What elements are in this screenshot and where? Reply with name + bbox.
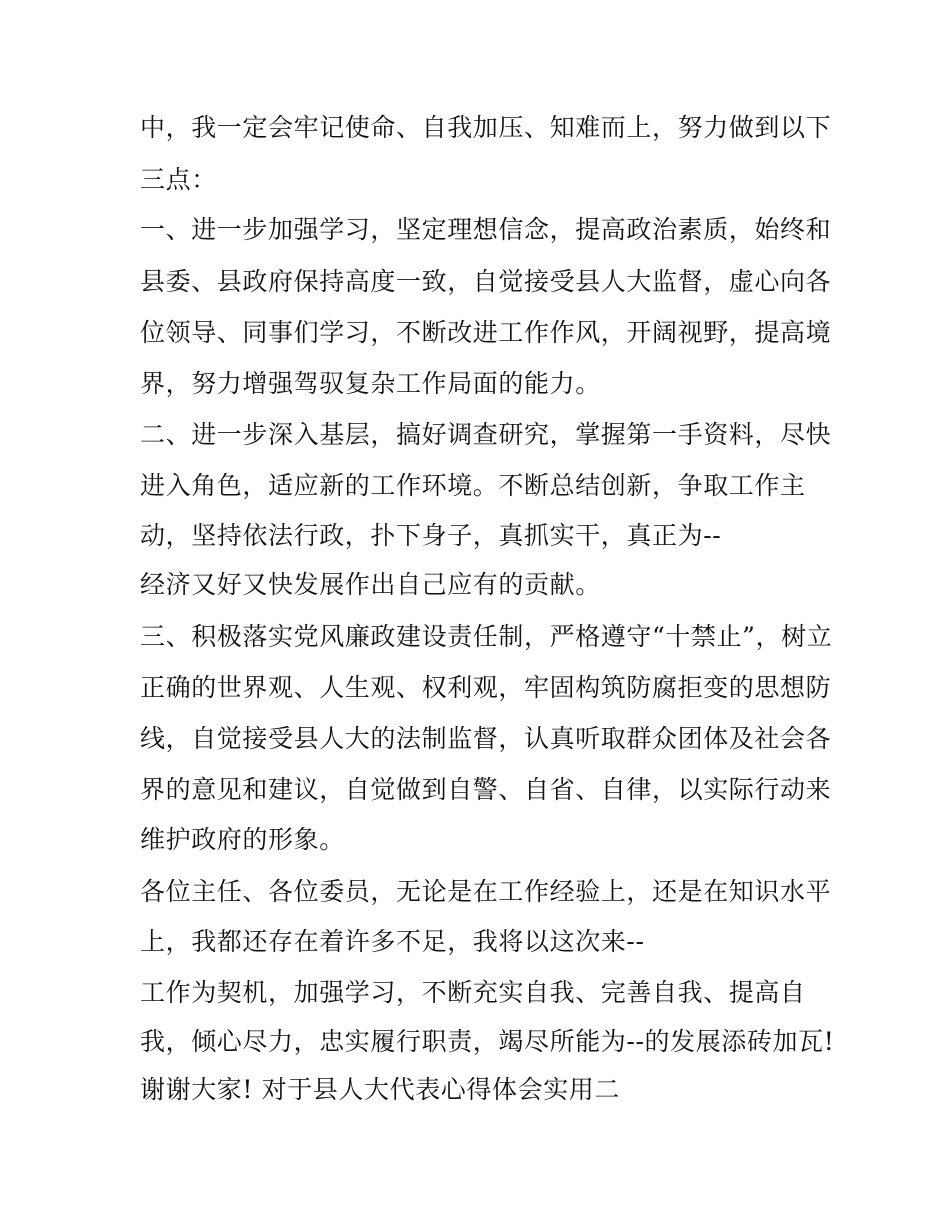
text-line: 三、积极落实党风廉政建设责任制，严格遵守“十禁止”，树立 <box>140 622 833 651</box>
text-line: 工作为契机，加强学习，不断充实自我、完善自我、提高自 <box>140 978 806 1007</box>
text-line: 三点： <box>140 165 217 194</box>
text-line: 正确的世界观、人生观、权利观，牢固构筑防腐拒变的思想防 <box>140 673 832 702</box>
text-line: 动，坚持依法行政，扑下身子，真抓实干，真正为-- <box>140 521 722 550</box>
text-line: 县委、县政府保持高度一致，自觉接受县人大监督，虚心向各 <box>140 267 832 296</box>
text-line: 各位主任、各位委员，无论是在工作经验上，还是在知识水平 <box>140 877 832 906</box>
text-line: 一、进一步加强学习，坚定理想信念，提高政治素质，始终和 <box>140 215 832 244</box>
text-line: 维护政府的形象。 <box>140 825 345 854</box>
text-line: 位领导、同事们学习，不断改进工作作风，开阔视野，提高境 <box>140 318 832 347</box>
text-line: 中，我一定会牢记使命、自我加压、知难而上，努力做到以下 <box>140 113 832 142</box>
text-line: 二、进一步深入基层，搞好调查研究，掌握第一手资料，尽快 <box>140 420 832 449</box>
text-line: 界，努力增强驾驭复杂工作局面的能力。 <box>140 369 601 398</box>
text-line: 线，自觉接受县人大的法制监督，认真听取群众团体及社会各 <box>140 724 832 753</box>
text-line: 界的意见和建议，自觉做到自警、自省、自律，以实际行动来 <box>140 775 832 804</box>
text-line: 我，倾心尽力，忠实履行职责，竭尽所能为--的发展添砖加瓦! <box>140 1027 835 1056</box>
text-line: 上，我都还存在着许多不足，我将以这次来-- <box>140 927 645 956</box>
text-line: 谢谢大家! 对于县人大代表心得体会实用二 <box>140 1075 620 1104</box>
text-line: 经济又好又快发展作出自己应有的贡献。 <box>140 570 601 599</box>
text-line: 进入角色，适应新的工作环境。不断总结创新，争取工作主 <box>140 471 806 500</box>
